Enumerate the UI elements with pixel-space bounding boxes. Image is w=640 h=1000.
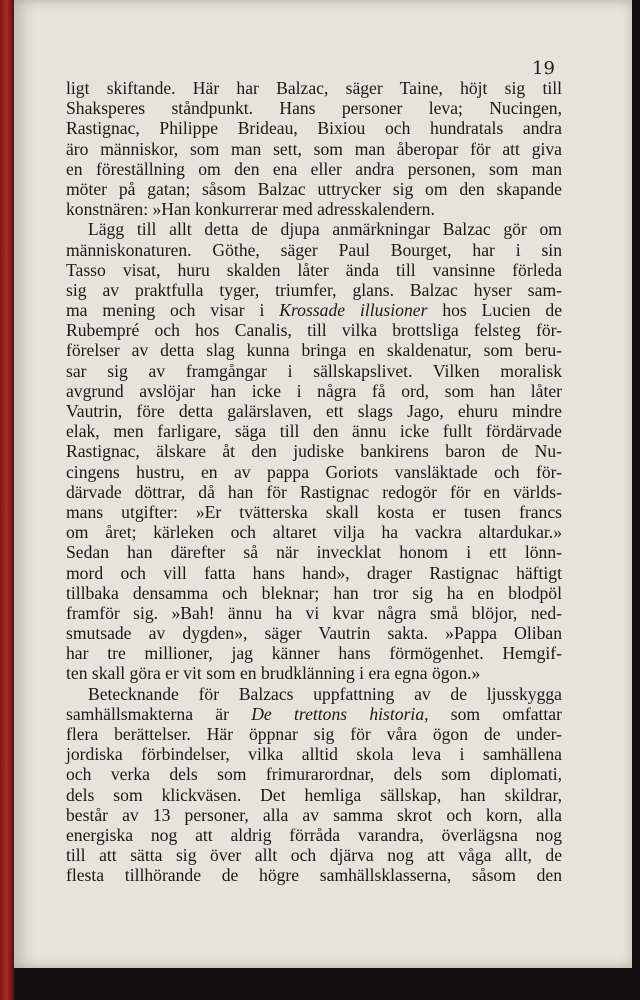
body-text — [66, 78, 562, 886]
text-line — [66, 603, 562, 623]
text-segment: Rubempré och hos Canalis, till vilka brottsliga felsteg för- — [66, 320, 562, 341]
text-line — [66, 118, 562, 138]
text-line — [66, 522, 562, 542]
italic-title: De trettons historia, — [251, 703, 429, 724]
text-line — [66, 563, 562, 583]
text-line — [66, 139, 562, 159]
book-cover-edge — [0, 0, 14, 1000]
text-segment: en föreställning om den ena eller andra personen, som man — [66, 158, 562, 179]
text-segment: förelser av detta slag kunna bringa en skaldenatur, som beru- — [66, 340, 562, 361]
text-line — [66, 179, 562, 199]
text-segment: har tre millioner, jag känner hans förmögenhet. Hemgif- — [66, 643, 562, 664]
text-segment: flera berättelser. Här öppnar sig för våra ögon de under- — [66, 724, 562, 744]
text-segment: ma mening och visar i — [66, 300, 280, 321]
text-segment: tillbaka densamma och bleknar; han tror sig ha en blodpöl — [66, 582, 562, 603]
text-segment: konstnären: »Han konkurrerar med adresskalendern. — [66, 199, 435, 220]
text-line — [66, 240, 562, 260]
text-line — [66, 744, 562, 764]
italic-title: Krossade illusioner — [279, 300, 428, 321]
text-segment: samhällsmakterna är — [66, 703, 252, 724]
text-line — [66, 340, 562, 360]
text-line — [66, 482, 562, 502]
text-line — [66, 704, 562, 724]
text-line — [66, 502, 562, 522]
text-segment: dels som klickväsen. Det hemliga sällskap, han skildrar, — [66, 784, 562, 805]
text-segment: Rastignac, älskare åt den judiske bankirens baron de Nu- — [66, 441, 562, 462]
text-segment: sig av praktfulla tyger, triumfer, glans. Balzac hyser sam- — [66, 279, 562, 300]
text-line — [66, 785, 562, 805]
text-line — [66, 199, 562, 219]
text-line — [66, 219, 562, 239]
text-segment: Vautrin, före detta galärslaven, ett slags Jago, ehuru mindre — [66, 401, 562, 421]
text-line — [66, 865, 562, 885]
text-segment: framför sig. »Bah! ännu ha vi kvar några små blöjor, ned- — [66, 602, 562, 623]
text-line — [66, 623, 562, 643]
text-segment: Betecknande för Balzacs uppfattning av de ljusskygga — [88, 683, 562, 704]
text-segment: därvade döttrar, då han för Rastignac redogör för en världs- — [66, 481, 562, 502]
text-segment: avgrund avslöjar han icke i några få ord, som han låter — [66, 380, 562, 401]
text-segment: elak, men farligare, säga till den ännu icke fullt fördärvade — [66, 421, 562, 442]
text-segment: Sedan han därefter så när invecklat honom i ett lönn- — [66, 542, 562, 563]
text-line — [66, 462, 562, 482]
text-line — [66, 764, 562, 784]
text-line — [66, 684, 562, 704]
text-line — [66, 542, 562, 562]
text-segment: mans utgifter: »Er tvätterska skall kosta er tusen francs — [66, 501, 562, 522]
text-segment: energiska nog att aldrig förråda varandra, överlägsna nog — [66, 824, 562, 845]
text-segment: till att sätta sig över allt och djärva nog att våga allt, de — [66, 845, 562, 866]
text-segment: består av 13 personer, alla av samma skrot och korn, alla — [66, 804, 562, 825]
text-line — [66, 421, 562, 441]
text-segment: om året; kärleken och altaret vilja ha vackra altardukar.» — [66, 522, 562, 543]
page-sheet — [14, 0, 632, 968]
text-segment: mord och vill fatta hans hand», drager Rastignac häftigt — [66, 562, 562, 583]
text-line — [66, 583, 562, 603]
text-segment: ligt skiftande. Här har Balzac, säger Taine, höjt sig till — [66, 78, 562, 98]
text-segment: människonaturen. Göthe, säger Paul Bourget, har i sin — [66, 239, 562, 260]
text-line — [66, 643, 562, 663]
text-segment: och verka dels som frimurarordnar, dels som diplomati, — [66, 764, 562, 785]
text-line — [66, 441, 562, 461]
text-line — [66, 159, 562, 179]
text-segment: Rastignac, Philippe Brideau, Bixiou och hundratals andra — [66, 118, 562, 139]
text-line — [66, 805, 562, 825]
text-line — [66, 260, 562, 280]
text-line — [66, 825, 562, 845]
text-line — [66, 300, 562, 320]
text-segment: jordiska förbindelser, vilka alltid skola leva i samhällena — [66, 744, 562, 765]
text-segment: ten skall göra er vit som en brudklänning i era egna ögon.» — [66, 663, 481, 684]
text-line — [66, 663, 562, 683]
text-line — [66, 361, 562, 381]
text-segment: flesta tillhörande de högre samhällsklasserna, såsom den — [66, 865, 562, 886]
text-segment: Shaksperes ståndpunkt. Hans personer leva; Nucingen, — [66, 98, 562, 119]
page-number: 19 — [532, 58, 555, 79]
text-line — [66, 845, 562, 865]
text-line — [66, 401, 562, 421]
text-line — [66, 280, 562, 300]
text-line — [66, 78, 562, 98]
text-segment: äro människor, som man sett, som man åberopar för att giva — [66, 138, 562, 159]
text-segment: möter på gatan; såsom Balzac uttrycker sig om den skapande — [66, 178, 562, 199]
text-line — [66, 724, 562, 744]
text-segment: som omfattar — [428, 703, 562, 724]
text-line — [66, 98, 562, 118]
text-segment: sar sig av framgångar i sällskapslivet. Vilken moralisk — [66, 360, 562, 381]
text-segment: Tasso visat, huru skalden låter ända till vansinne förleda — [66, 259, 562, 280]
text-line — [66, 320, 562, 340]
text-segment: hos Lucien de — [427, 300, 563, 321]
text-segment: Lägg till allt detta de djupa anmärkningar Balzac gör om — [88, 219, 562, 240]
text-segment: smutsade av dygden», säger Vautrin sakta. »Pappa Oliban — [66, 623, 562, 644]
text-segment: cingens hustru, en av pappa Goriots vansläktade och för- — [66, 461, 562, 482]
text-line — [66, 381, 562, 401]
